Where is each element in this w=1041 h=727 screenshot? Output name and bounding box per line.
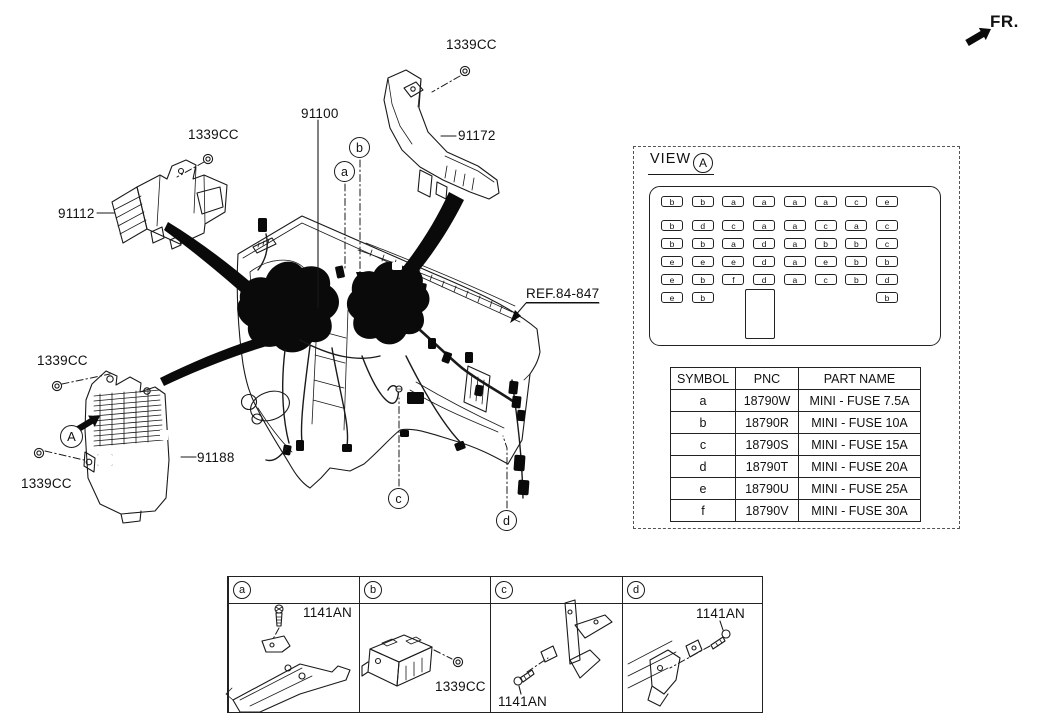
fuse-slot: a: [845, 220, 867, 231]
fuse-slot: e: [692, 256, 714, 267]
fuse-slot: a: [722, 238, 744, 249]
fuse-slot: a: [753, 220, 775, 231]
callout-view-a: A: [60, 425, 83, 448]
fuse-slot: b: [661, 238, 683, 249]
fuse-slot: b: [876, 256, 898, 267]
fuse-slot: d: [753, 238, 775, 249]
legend-cell-letter: a: [233, 581, 251, 599]
symbol-table-cell: a: [671, 390, 736, 412]
fuse-slot: a: [753, 196, 775, 207]
symbol-table-cell: 18790U: [736, 478, 799, 500]
symbol-table-cell: 18790T: [736, 456, 799, 478]
callout-b: b: [349, 137, 370, 158]
fuse-slot: a: [784, 196, 806, 207]
symbol-table-cell: MINI - FUSE 30A: [799, 500, 921, 522]
symbol-table-cell: MINI - FUSE 15A: [799, 434, 921, 456]
fuse-slot: b: [876, 292, 898, 303]
symbol-table-row: [671, 412, 921, 434]
fuse-box-layout: [649, 186, 941, 346]
part-label-91112: 91112: [58, 206, 95, 221]
fuse-slot: e: [661, 274, 683, 285]
fuse-slot: b: [692, 196, 714, 207]
fuse-symbol-table: [670, 367, 921, 522]
symbol-table-cell: MINI - FUSE 25A: [799, 478, 921, 500]
fuse-slot: a: [784, 256, 806, 267]
fuse-slot: b: [692, 274, 714, 285]
fuse-slot: d: [753, 256, 775, 267]
fuse-slot: b: [815, 238, 837, 249]
callout-a: a: [334, 161, 355, 182]
legend-d-part-label: 1141AN: [696, 606, 745, 621]
part-label-91188: 91188: [197, 450, 235, 465]
part-label-1339cc-mid-left: 1339CC: [37, 353, 88, 368]
part-label-91100: 91100: [301, 106, 339, 121]
legend-b-part-label: 1339CC: [435, 679, 486, 694]
legend-cell-d: [622, 577, 764, 712]
fuse-slot: b: [845, 238, 867, 249]
view-marker-circle: A: [693, 153, 713, 173]
fuse-slot: b: [692, 238, 714, 249]
view-title: VIEW: [650, 151, 692, 167]
symbol-table-header: PART NAME: [799, 368, 921, 390]
fuse-slot: c: [815, 274, 837, 285]
callout-c: c: [388, 488, 409, 509]
relay-block: [745, 289, 775, 339]
fuse-grid: [650, 187, 940, 345]
fuse-slot: b: [845, 256, 867, 267]
fuse-slot: c: [876, 238, 898, 249]
fuse-slot: a: [784, 238, 806, 249]
symbol-table-row: [671, 478, 921, 500]
symbol-table-header: PNC: [736, 368, 799, 390]
fuse-slot: e: [661, 256, 683, 267]
fuse-slot: b: [845, 274, 867, 285]
part-label-1339cc-top: 1339CC: [446, 37, 497, 52]
fuse-slot: e: [661, 292, 683, 303]
symbol-table-cell: MINI - FUSE 7.5A: [799, 390, 921, 412]
fuse-slot: c: [876, 220, 898, 231]
legend-cell-b: [359, 577, 490, 712]
fuse-slot: b: [692, 292, 714, 303]
symbol-table-cell: e: [671, 478, 736, 500]
legend-cell-c: [490, 577, 622, 712]
fuse-slot: d: [876, 274, 898, 285]
legend-c-part-label: 1141AN: [498, 694, 547, 709]
fuse-slot: c: [815, 220, 837, 231]
legend-strip: [227, 576, 763, 713]
fuse-slot: d: [753, 274, 775, 285]
legend-cell-letter: c: [495, 581, 513, 599]
fuse-slot: a: [815, 196, 837, 207]
part-label-1339cc-upper-left: 1339CC: [188, 127, 239, 142]
view-title-underline: [648, 174, 714, 175]
reference-label: REF.84-847: [526, 286, 600, 301]
fr-direction-label: FR.: [990, 12, 1019, 31]
part-label-1339cc-lower-left: 1339CC: [21, 476, 72, 491]
junction-box-91188-drawing: [84, 371, 169, 523]
symbol-table-row: [671, 434, 921, 456]
fuse-slot: b: [661, 196, 683, 207]
symbol-table-header: SYMBOL: [671, 368, 736, 390]
symbol-table-row: [671, 500, 921, 522]
fuse-slot: b: [661, 220, 683, 231]
fuse-slot: e: [876, 196, 898, 207]
fuse-slot: a: [784, 274, 806, 285]
symbol-table-cell: f: [671, 500, 736, 522]
symbol-table-cell: 18790W: [736, 390, 799, 412]
legend-cell-letter: b: [364, 581, 382, 599]
fuse-slot: a: [722, 196, 744, 207]
fuse-slot: a: [784, 220, 806, 231]
fuse-slot: e: [722, 256, 744, 267]
dashboard-drawing: [237, 216, 540, 488]
part-label-91172: 91172: [458, 128, 496, 143]
legend-cell-a: [228, 577, 359, 712]
symbol-table-cell: 18790R: [736, 412, 799, 434]
symbol-table-cell: 18790V: [736, 500, 799, 522]
symbol-table-cell: d: [671, 456, 736, 478]
symbol-table-cell: c: [671, 434, 736, 456]
legend-cell-letter: d: [627, 581, 645, 599]
legend-a-part-label: 1141AN: [303, 605, 352, 620]
symbol-table-cell: 18790S: [736, 434, 799, 456]
symbol-table-cell: MINI - FUSE 10A: [799, 412, 921, 434]
fr-direction-arrow: [965, 28, 991, 46]
duct-part-91112-drawing: [112, 160, 227, 249]
fuse-slot: e: [815, 256, 837, 267]
callout-d: d: [496, 510, 517, 531]
fuse-slot: c: [845, 196, 867, 207]
fuse-slot: d: [692, 220, 714, 231]
symbol-table-cell: MINI - FUSE 20A: [799, 456, 921, 478]
symbol-table-cell: b: [671, 412, 736, 434]
symbol-table-row: [671, 390, 921, 412]
fuse-slot: c: [722, 220, 744, 231]
symbol-table-row: [671, 456, 921, 478]
fuse-slot: f: [722, 274, 744, 285]
